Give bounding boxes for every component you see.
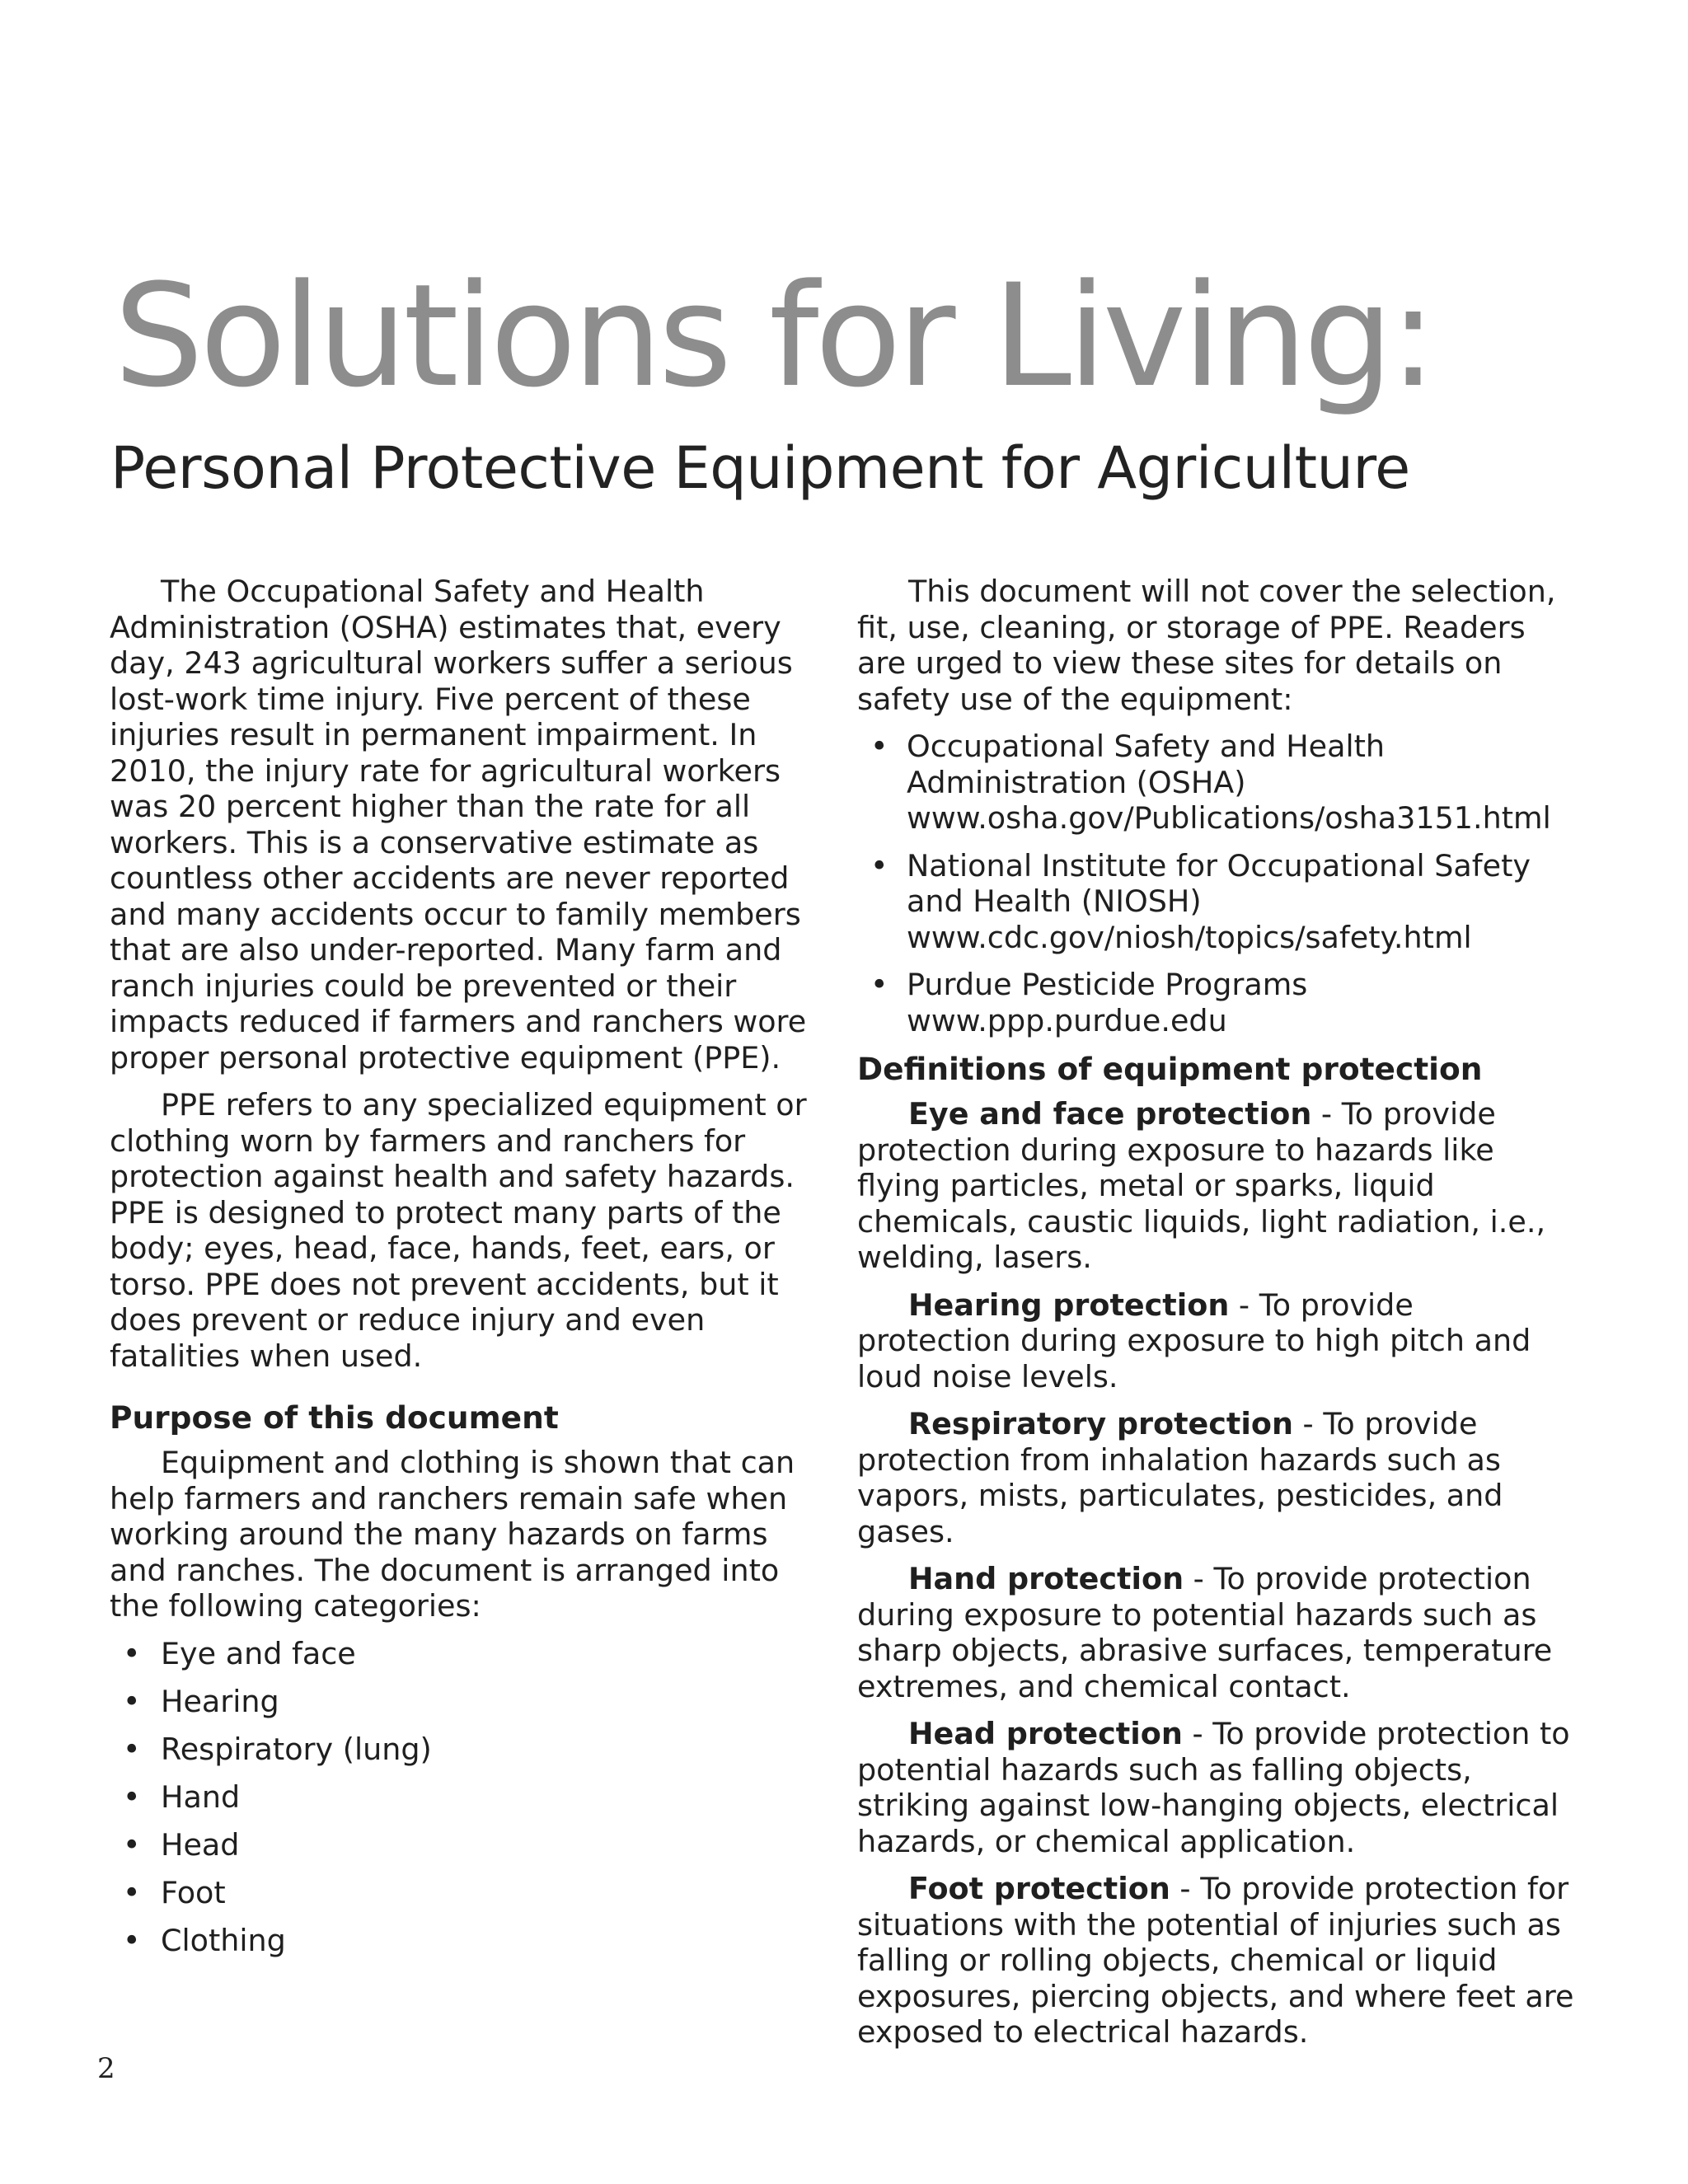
- definitions-heading: Definitions of equipment protection: [857, 1051, 1483, 1087]
- definition-text: - To provide protection during exposure to potential hazards such as sharp objects, abrasive surfaces, temperature extremes, and chemical contact.: [857, 1561, 1553, 1704]
- definition-text: - To provide protection to potential hazards such as falling objects, striking against low-hanging objects, electrical hazards, or chemical application.: [857, 1716, 1570, 1859]
- category-item: • Hearing: [110, 1684, 812, 1720]
- resource-site-item: [857, 848, 1576, 956]
- category-list: [110, 1636, 812, 1959]
- site-name: Occupational Safety and Health Administration (OSHA): [907, 729, 1386, 800]
- definition-paragraph: [857, 1871, 1576, 2050]
- left-column: [110, 574, 812, 1971]
- definition-text: - To provide protection during exposure to hazards like flying particles, metal or sparks, liquid chemicals, caustic liquids, light radiation, i.e., welding, lasers.: [857, 1096, 1546, 1275]
- definition-term: Head protection: [908, 1716, 1183, 1751]
- intro-paragraph-osha: The Occupational Safety and Health Administration (OSHA) estimates that, every day, 243 agricultural workers suffer a serious lost-work time injury. Five percent of these injuries result in permanent impairment. In 2010, the injury rate for agricultural workers was 20 percent higher than the rate for all workers. This is a conservative estimate as countless other accidents are never reported and many accidents occur to family members that are also under-reported. Many farm and ranch injuries could be prevented or their impacts reduced if farmers and ranchers wore proper personal protective equipment (PPE).: [110, 574, 807, 1076]
- site-name: National Institute for Occupational Safety and Health (NIOSH): [907, 847, 1531, 919]
- category-item: • Foot: [110, 1875, 812, 1911]
- definition-paragraph: [857, 1096, 1576, 1276]
- definition-text: - To provide protection for situations with the potential of injuries such as falling or rolling objects, chemical or liquid exposures, piercing objects, and where feet are exposed to electrical hazards.: [857, 1871, 1574, 2050]
- definition-term: Hand protection: [908, 1561, 1184, 1596]
- definition-term: Foot protection: [908, 1871, 1170, 1906]
- definition-term: Eye and face protection: [908, 1096, 1312, 1132]
- definition-text: - To provide protection from inhalation hazards such as vapors, mists, particulates, pesticides, and gases.: [857, 1406, 1503, 1549]
- definition-paragraph: [857, 1287, 1576, 1395]
- right-column: [857, 574, 1576, 2062]
- category-item: • Eye and face: [110, 1636, 812, 1672]
- definition-paragraph: [857, 1561, 1576, 1704]
- purpose-heading: Purpose of this document: [110, 1399, 559, 1436]
- definition-paragraph: [857, 1716, 1576, 1859]
- intro-paragraph-ppe: PPE refers to any specialized equipment or clothing worn by farmers and ranchers for protection against health and safety hazards. PPE is designed to protect many parts of the body; eyes, head, face, hands, feet, ears, or torso. PPE does not prevent accidents, but it does prevent or reduce injury and even fatalities when used.: [110, 1087, 807, 1374]
- resource-site-item: [857, 729, 1576, 837]
- page-title: Solutions for Living:: [114, 253, 1433, 419]
- definition-text: - To provide protection during exposure to high pitch and loud noise levels.: [857, 1286, 1531, 1394]
- site-url-link[interactable]: www.osha.gov/Publications/osha3151.html: [907, 800, 1551, 836]
- definition-term: Respiratory protection: [908, 1406, 1293, 1441]
- category-item: • Hand: [110, 1779, 812, 1816]
- site-url-link[interactable]: www.ppp.purdue.edu: [907, 1002, 1227, 1038]
- site-url-link[interactable]: www.cdc.gov/niosh/topics/safety.html: [907, 919, 1472, 955]
- site-name: Purdue Pesticide Programs: [907, 967, 1308, 1002]
- purpose-paragraph: Equipment and clothing is shown that can help farmers and ranchers remain safe when working around the many hazards on farms and ranches. The document is arranged into the following categories:: [110, 1445, 795, 1624]
- page-number: 2: [97, 2052, 115, 2085]
- category-item: • Head: [110, 1827, 812, 1863]
- definition-paragraph: [857, 1406, 1576, 1549]
- resource-site-item: [857, 967, 1576, 1038]
- category-item: • Clothing: [110, 1923, 812, 1959]
- definition-term: Hearing protection: [908, 1286, 1230, 1323]
- category-item: • Respiratory (lung): [110, 1732, 812, 1768]
- page-subtitle: Personal Protective Equipment for Agriculture: [110, 434, 1410, 502]
- scope-paragraph: This document will not cover the selection, fit, use, cleaning, or storage of PPE. Readers are urged to view these sites for details on safety use of the equipment:: [857, 574, 1556, 717]
- resource-site-list: [857, 729, 1576, 1038]
